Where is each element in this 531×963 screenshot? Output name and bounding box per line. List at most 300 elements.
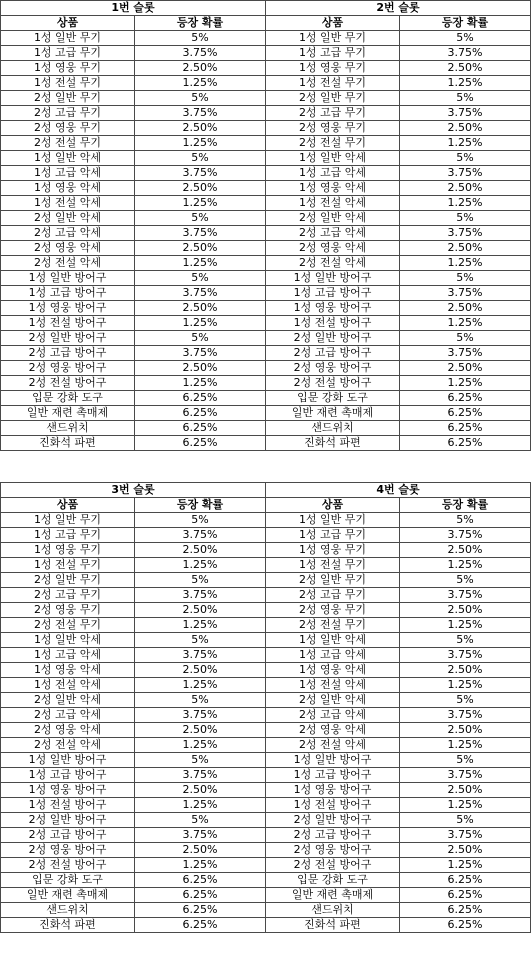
rate-header: 등장 확률 <box>135 498 266 513</box>
item-name: 1성 전설 악세 <box>1 196 135 211</box>
table-row <box>266 61 531 76</box>
item-rate: 5% <box>135 91 266 106</box>
item-header: 상품 <box>266 16 400 31</box>
item-name: 1성 고급 악세 <box>266 166 400 181</box>
item-name: 2성 영웅 악세 <box>266 723 400 738</box>
table-row <box>1 376 266 391</box>
item-header: 상품 <box>266 498 400 513</box>
item-rate: 3.75% <box>400 648 531 663</box>
rate-table <box>265 482 531 933</box>
slot-title: 3번 슬롯 <box>1 483 266 498</box>
header-row <box>266 16 531 31</box>
table-row <box>1 361 266 376</box>
table-row <box>1 558 266 573</box>
item-name: 진화석 파편 <box>266 918 400 933</box>
item-name: 1성 일반 무기 <box>1 513 135 528</box>
table-row <box>266 271 531 286</box>
item-name: 2성 전설 무기 <box>266 136 400 151</box>
slot-title: 4번 슬롯 <box>266 483 531 498</box>
table-row <box>1 603 266 618</box>
item-name: 2성 전설 악세 <box>266 738 400 753</box>
item-name: 1성 전설 악세 <box>266 196 400 211</box>
item-rate: 3.75% <box>135 768 266 783</box>
item-rate: 6.25% <box>400 421 531 436</box>
item-name: 2성 고급 방어구 <box>266 828 400 843</box>
table-row <box>266 121 531 136</box>
item-name: 1성 고급 악세 <box>266 648 400 663</box>
table-row <box>266 76 531 91</box>
item-name: 1성 고급 무기 <box>266 528 400 543</box>
item-rate: 3.75% <box>400 346 531 361</box>
item-name: 1성 일반 방어구 <box>266 271 400 286</box>
table-row <box>1 211 266 226</box>
table-row <box>266 678 531 693</box>
item-name: 2성 영웅 무기 <box>266 603 400 618</box>
item-name: 입문 강화 도구 <box>1 391 135 406</box>
table-row <box>1 858 266 873</box>
item-name: 1성 일반 방어구 <box>1 271 135 286</box>
table-row <box>1 106 266 121</box>
item-name: 2성 고급 방어구 <box>1 346 135 361</box>
rate-header: 등장 확률 <box>400 16 531 31</box>
item-name: 일반 재련 촉매제 <box>266 888 400 903</box>
item-name: 1성 영웅 방어구 <box>1 783 135 798</box>
item-rate: 2.50% <box>400 181 531 196</box>
item-name: 2성 고급 악세 <box>1 226 135 241</box>
item-rate: 1.25% <box>135 316 266 331</box>
item-name: 2성 고급 무기 <box>266 588 400 603</box>
item-rate: 5% <box>400 331 531 346</box>
item-rate: 5% <box>400 91 531 106</box>
table-row <box>266 196 531 211</box>
table-row <box>1 346 266 361</box>
item-rate: 5% <box>135 693 266 708</box>
item-rate: 5% <box>400 31 531 46</box>
item-rate: 1.25% <box>400 316 531 331</box>
item-rate: 1.25% <box>400 256 531 271</box>
item-rate: 5% <box>135 573 266 588</box>
slot-table-3 <box>0 482 266 933</box>
item-rate: 3.75% <box>400 828 531 843</box>
table-row <box>266 166 531 181</box>
header-row <box>1 498 266 513</box>
table-row <box>266 31 531 46</box>
item-rate: 3.75% <box>135 166 266 181</box>
slot-title-row <box>266 1 531 16</box>
table-row <box>266 858 531 873</box>
item-name: 2성 영웅 무기 <box>266 121 400 136</box>
table-row <box>1 271 266 286</box>
table-row <box>266 151 531 166</box>
item-name: 2성 영웅 무기 <box>1 603 135 618</box>
item-name: 1성 일반 방어구 <box>266 753 400 768</box>
item-header: 상품 <box>1 16 135 31</box>
table-row <box>266 558 531 573</box>
item-name: 2성 전설 무기 <box>1 136 135 151</box>
item-rate: 2.50% <box>400 723 531 738</box>
table-row <box>1 226 266 241</box>
item-name: 2성 고급 무기 <box>1 588 135 603</box>
item-name: 2성 일반 방어구 <box>266 331 400 346</box>
table-row <box>1 286 266 301</box>
item-name: 일반 재련 촉매제 <box>266 406 400 421</box>
item-name: 샌드위치 <box>1 903 135 918</box>
item-rate: 1.25% <box>135 558 266 573</box>
item-name: 2성 전설 악세 <box>1 256 135 271</box>
item-name: 2성 영웅 방어구 <box>266 361 400 376</box>
table-row <box>1 76 266 91</box>
item-name: 2성 영웅 악세 <box>266 241 400 256</box>
item-name: 1성 전설 방어구 <box>266 798 400 813</box>
item-rate: 6.25% <box>400 436 531 451</box>
table-row <box>1 843 266 858</box>
slot-title: 2번 슬롯 <box>266 1 531 16</box>
table-row <box>266 588 531 603</box>
item-rate: 3.75% <box>135 106 266 121</box>
table-row <box>266 888 531 903</box>
table-row <box>1 768 266 783</box>
table-row <box>1 46 266 61</box>
item-rate: 3.75% <box>400 588 531 603</box>
item-rate: 2.50% <box>135 723 266 738</box>
table-row <box>266 648 531 663</box>
table-row <box>1 316 266 331</box>
item-rate: 3.75% <box>135 46 266 61</box>
table-row <box>266 513 531 528</box>
item-name: 2성 일반 방어구 <box>1 813 135 828</box>
item-rate: 6.25% <box>400 918 531 933</box>
item-rate: 1.25% <box>135 678 266 693</box>
item-name: 1성 일반 무기 <box>266 31 400 46</box>
slot-title-row <box>266 483 531 498</box>
table-row <box>1 588 266 603</box>
item-rate: 6.25% <box>135 421 266 436</box>
item-rate: 1.25% <box>135 76 266 91</box>
table-row <box>1 618 266 633</box>
table-row <box>1 633 266 648</box>
item-rate: 1.25% <box>400 136 531 151</box>
item-name: 1성 영웅 무기 <box>1 61 135 76</box>
item-rate: 5% <box>400 813 531 828</box>
item-name: 2성 일반 무기 <box>266 91 400 106</box>
item-rate: 3.75% <box>135 588 266 603</box>
table-row <box>266 211 531 226</box>
item-name: 1성 전설 방어구 <box>1 798 135 813</box>
item-name: 1성 일반 방어구 <box>1 753 135 768</box>
item-name: 샌드위치 <box>266 421 400 436</box>
table-row <box>1 331 266 346</box>
item-rate: 5% <box>400 151 531 166</box>
item-rate: 2.50% <box>135 241 266 256</box>
table-row <box>1 121 266 136</box>
table-row <box>266 573 531 588</box>
item-rate: 5% <box>400 633 531 648</box>
table-row <box>266 783 531 798</box>
item-rate: 1.25% <box>400 738 531 753</box>
table-row <box>266 346 531 361</box>
item-name: 1성 고급 악세 <box>1 166 135 181</box>
item-rate: 1.25% <box>135 618 266 633</box>
table-row <box>266 723 531 738</box>
item-name: 1성 고급 방어구 <box>1 768 135 783</box>
item-rate: 5% <box>135 151 266 166</box>
item-rate: 5% <box>400 753 531 768</box>
item-name: 1성 일반 무기 <box>1 31 135 46</box>
rate-table <box>0 482 266 933</box>
item-rate: 1.25% <box>400 678 531 693</box>
table-row <box>266 286 531 301</box>
table-row <box>1 436 266 451</box>
item-name: 1성 영웅 방어구 <box>266 783 400 798</box>
item-rate: 2.50% <box>135 783 266 798</box>
table-row <box>266 91 531 106</box>
table-row <box>266 316 531 331</box>
item-rate: 3.75% <box>400 528 531 543</box>
item-name: 1성 전설 무기 <box>1 558 135 573</box>
item-rate: 3.75% <box>135 828 266 843</box>
item-rate: 1.25% <box>135 376 266 391</box>
table-row <box>1 181 266 196</box>
table-row <box>1 723 266 738</box>
item-rate: 5% <box>400 513 531 528</box>
item-name: 2성 일반 무기 <box>1 91 135 106</box>
slot-table-2 <box>265 0 531 451</box>
header-row <box>266 498 531 513</box>
item-rate: 6.25% <box>400 406 531 421</box>
table-row <box>1 406 266 421</box>
item-name: 2성 일반 무기 <box>266 573 400 588</box>
item-rate: 1.25% <box>135 858 266 873</box>
table-row <box>266 181 531 196</box>
item-rate: 2.50% <box>400 843 531 858</box>
table-row <box>1 256 266 271</box>
item-name: 1성 일반 무기 <box>266 513 400 528</box>
table-row <box>1 918 266 933</box>
item-header: 상품 <box>1 498 135 513</box>
item-rate: 1.25% <box>135 798 266 813</box>
table-row <box>1 663 266 678</box>
item-rate: 1.25% <box>135 136 266 151</box>
table-row <box>1 903 266 918</box>
item-name: 1성 영웅 방어구 <box>266 301 400 316</box>
table-row <box>266 106 531 121</box>
table-row <box>266 241 531 256</box>
item-rate: 5% <box>400 573 531 588</box>
table-row <box>266 843 531 858</box>
item-rate: 2.50% <box>135 121 266 136</box>
item-rate: 3.75% <box>400 106 531 121</box>
item-name: 2성 일반 방어구 <box>266 813 400 828</box>
item-rate: 3.75% <box>400 768 531 783</box>
rate-header: 등장 확률 <box>135 16 266 31</box>
item-rate: 2.50% <box>400 603 531 618</box>
item-name: 1성 영웅 악세 <box>266 663 400 678</box>
item-rate: 2.50% <box>135 603 266 618</box>
item-name: 1성 전설 방어구 <box>1 316 135 331</box>
item-rate: 2.50% <box>400 241 531 256</box>
table-row <box>1 888 266 903</box>
item-rate: 6.25% <box>400 873 531 888</box>
item-name: 2성 영웅 악세 <box>1 241 135 256</box>
table-row <box>266 361 531 376</box>
table-row <box>1 543 266 558</box>
item-rate: 2.50% <box>400 301 531 316</box>
rate-table <box>265 0 531 451</box>
item-rate: 6.25% <box>400 391 531 406</box>
table-row <box>266 226 531 241</box>
table-row <box>1 738 266 753</box>
item-rate: 2.50% <box>400 543 531 558</box>
item-name: 2성 일반 방어구 <box>1 331 135 346</box>
item-rate: 1.25% <box>135 256 266 271</box>
item-rate: 6.25% <box>135 918 266 933</box>
table-row <box>1 573 266 588</box>
item-name: 1성 고급 방어구 <box>266 768 400 783</box>
item-name: 1성 전설 무기 <box>1 76 135 91</box>
header-row <box>1 16 266 31</box>
item-name: 2성 전설 방어구 <box>1 858 135 873</box>
item-rate: 1.25% <box>400 798 531 813</box>
item-name: 1성 영웅 무기 <box>266 61 400 76</box>
item-name: 일반 재련 촉매제 <box>1 888 135 903</box>
item-name: 2성 일반 악세 <box>266 693 400 708</box>
table-row <box>1 798 266 813</box>
item-rate: 1.25% <box>400 618 531 633</box>
item-rate: 2.50% <box>135 301 266 316</box>
item-rate: 1.25% <box>400 76 531 91</box>
table-row <box>266 738 531 753</box>
item-rate: 3.75% <box>135 648 266 663</box>
item-rate: 3.75% <box>400 708 531 723</box>
table-row <box>1 61 266 76</box>
item-name: 1성 고급 방어구 <box>266 286 400 301</box>
table-row <box>266 301 531 316</box>
item-rate: 2.50% <box>135 181 266 196</box>
item-name: 진화석 파편 <box>1 918 135 933</box>
table-row <box>266 798 531 813</box>
item-name: 1성 영웅 방어구 <box>1 301 135 316</box>
table-row <box>1 528 266 543</box>
item-rate: 6.25% <box>135 391 266 406</box>
item-name: 2성 일반 악세 <box>1 693 135 708</box>
table-row <box>266 136 531 151</box>
table-row <box>266 331 531 346</box>
table-row <box>1 136 266 151</box>
item-name: 1성 일반 악세 <box>266 633 400 648</box>
table-row <box>1 91 266 106</box>
table-row <box>1 828 266 843</box>
slot-table-1 <box>0 0 266 451</box>
item-rate: 3.75% <box>400 46 531 61</box>
table-row <box>266 873 531 888</box>
item-name: 입문 강화 도구 <box>1 873 135 888</box>
item-name: 2성 영웅 방어구 <box>1 843 135 858</box>
rate-header: 등장 확률 <box>400 498 531 513</box>
item-rate: 5% <box>135 813 266 828</box>
item-rate: 5% <box>135 211 266 226</box>
item-rate: 6.25% <box>135 873 266 888</box>
table-row <box>266 436 531 451</box>
item-rate: 3.75% <box>135 286 266 301</box>
table-row <box>266 693 531 708</box>
item-rate: 5% <box>135 633 266 648</box>
item-rate: 1.25% <box>135 196 266 211</box>
item-name: 2성 영웅 방어구 <box>1 361 135 376</box>
item-rate: 3.75% <box>400 166 531 181</box>
item-name: 2성 일반 무기 <box>1 573 135 588</box>
item-rate: 2.50% <box>400 663 531 678</box>
item-rate: 2.50% <box>135 663 266 678</box>
table-row <box>266 708 531 723</box>
table-row <box>1 151 266 166</box>
item-name: 2성 고급 방어구 <box>1 828 135 843</box>
table-row <box>1 31 266 46</box>
item-name: 입문 강화 도구 <box>266 873 400 888</box>
item-rate: 1.25% <box>400 376 531 391</box>
item-name: 1성 전설 악세 <box>1 678 135 693</box>
item-rate: 5% <box>135 753 266 768</box>
table-row <box>1 783 266 798</box>
table-row <box>1 391 266 406</box>
item-name: 2성 전설 방어구 <box>266 376 400 391</box>
rate-table <box>0 0 266 451</box>
item-name: 샌드위치 <box>266 903 400 918</box>
item-name: 샌드위치 <box>1 421 135 436</box>
item-name: 2성 전설 악세 <box>1 738 135 753</box>
item-rate: 2.50% <box>400 61 531 76</box>
item-rate: 1.25% <box>400 558 531 573</box>
item-name: 1성 영웅 악세 <box>1 181 135 196</box>
item-name: 1성 고급 악세 <box>1 648 135 663</box>
item-rate: 5% <box>135 331 266 346</box>
table-row <box>266 813 531 828</box>
table-row <box>266 903 531 918</box>
item-name: 1성 전설 방어구 <box>266 316 400 331</box>
item-rate: 1.25% <box>400 196 531 211</box>
item-rate: 5% <box>135 271 266 286</box>
slot-table-4 <box>265 482 531 933</box>
item-name: 2성 고급 악세 <box>266 708 400 723</box>
table-row <box>266 768 531 783</box>
item-rate: 6.25% <box>400 888 531 903</box>
item-name: 2성 고급 방어구 <box>266 346 400 361</box>
item-name: 1성 영웅 악세 <box>1 663 135 678</box>
item-rate: 1.25% <box>400 858 531 873</box>
item-name: 1성 영웅 악세 <box>266 181 400 196</box>
item-name: 2성 고급 악세 <box>266 226 400 241</box>
table-row <box>266 376 531 391</box>
item-rate: 1.25% <box>135 738 266 753</box>
item-name: 2성 영웅 악세 <box>1 723 135 738</box>
table-row <box>266 391 531 406</box>
item-name: 1성 일반 악세 <box>1 633 135 648</box>
item-rate: 5% <box>135 31 266 46</box>
table-row <box>1 693 266 708</box>
item-name: 2성 고급 악세 <box>1 708 135 723</box>
item-name: 1성 전설 악세 <box>266 678 400 693</box>
table-row <box>1 648 266 663</box>
item-rate: 3.75% <box>135 226 266 241</box>
item-rate: 5% <box>400 271 531 286</box>
table-row <box>1 813 266 828</box>
item-name: 진화석 파편 <box>1 436 135 451</box>
item-name: 2성 고급 무기 <box>266 106 400 121</box>
item-rate: 3.75% <box>400 286 531 301</box>
item-name: 1성 고급 무기 <box>1 528 135 543</box>
item-name: 2성 전설 악세 <box>266 256 400 271</box>
item-name: 입문 강화 도구 <box>266 391 400 406</box>
item-name: 1성 일반 악세 <box>1 151 135 166</box>
